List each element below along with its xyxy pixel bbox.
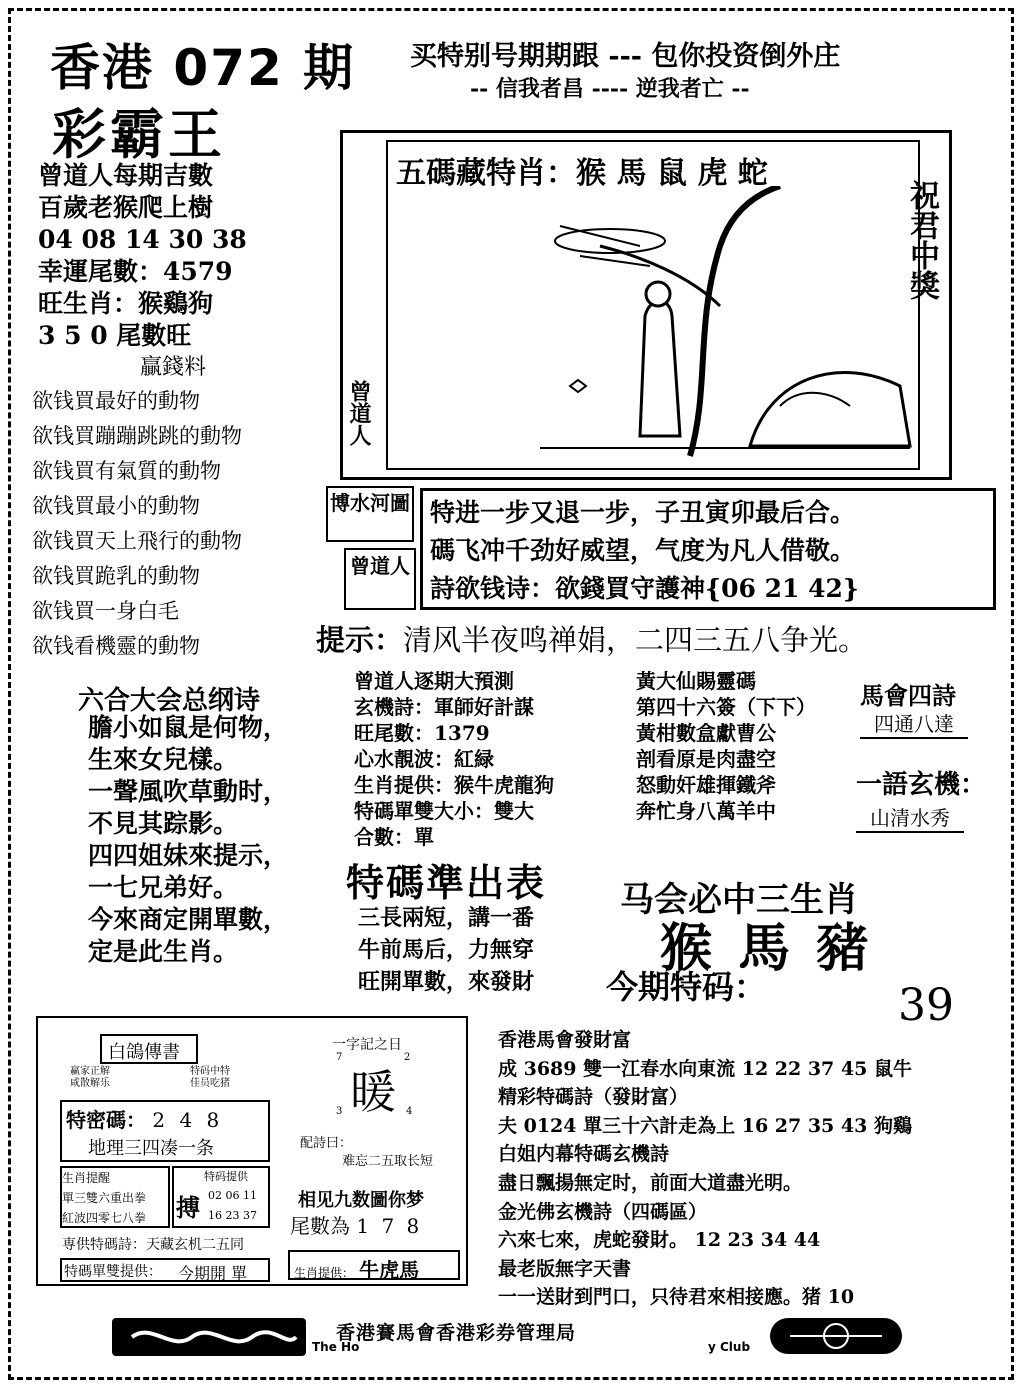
- word-char: 暖: [350, 1065, 396, 1119]
- liuhe-line: 膽小如鼠是何物，: [88, 713, 289, 742]
- liuhe-line: 生來女兒樣。: [88, 745, 239, 774]
- peishi-label: 配詩曰：: [300, 1136, 353, 1151]
- zeng-prediction: [354, 668, 554, 850]
- huang-line: 奔忙身八萬羊中: [636, 799, 776, 823]
- slogan: 买特别号期期跟 --- 包你投资倒外庄: [410, 41, 841, 72]
- riddle-item: 欲钱買有氣質的動物: [32, 459, 221, 483]
- zodiac-remind-line: 生肖提醒: [62, 1171, 111, 1185]
- lottery-logo: [770, 1318, 902, 1354]
- tema-title: 特碼準出表: [346, 860, 547, 905]
- riddle-item: 欲钱買蹦蹦跳跳的動物: [32, 424, 242, 448]
- zodiac-offer: [294, 1254, 419, 1283]
- zeng-line: 合數：單: [354, 825, 434, 849]
- riddle-item: 欲钱買跪乳的動物: [32, 564, 200, 588]
- footer-org: 香港賽馬會香港彩券管理局: [336, 1322, 577, 1344]
- pigeon-small-right: 特码中特 佳员吃猪: [190, 1066, 230, 1089]
- zodiac-offer-value: 牛虎馬: [359, 1258, 420, 1282]
- single-value: 今期開 單: [178, 1264, 248, 1283]
- huang-daxian: [636, 668, 816, 824]
- special-label: 特码提供: [204, 1170, 248, 1183]
- tema-line: 三長兩短，講一番: [358, 905, 535, 931]
- poem-offer: 専供特碼詩：天藏玄机二五同: [62, 1237, 244, 1253]
- right-line: 夫 0124 單三十六計走為上 16 27 35 43 狗鷄: [498, 1114, 912, 1137]
- right-text-block: [498, 1026, 912, 1312]
- five-zodiac-title: 五碼藏特肖：猴 馬 鼠 虎 蛇: [396, 156, 768, 191]
- hint-label: 提示：: [316, 623, 404, 657]
- peishi-text: 难忘二五取长短: [342, 1154, 434, 1169]
- tail-line: [290, 1210, 422, 1239]
- word-num: 2: [404, 1052, 411, 1063]
- brand-title: 彩霸王: [52, 102, 226, 166]
- poem-lines: [430, 494, 859, 608]
- must-line1: 马会必中三生肖: [620, 880, 858, 920]
- zodiac-offer-label: 生肖提供：: [294, 1266, 355, 1280]
- hint-text: 清风半夜鸣禅娟，二四三五八争光。: [403, 623, 868, 657]
- subslogan: -- 信我者昌 ---- 逆我者亡 --: [470, 76, 750, 102]
- liuhe-poem: [88, 712, 288, 968]
- right-line: 香港馬會發財富: [498, 1029, 632, 1051]
- tail-label: 尾數為: [290, 1214, 350, 1238]
- footer-eng-left: The Ho: [312, 1340, 360, 1354]
- right-line: 白姐内幕特碼玄機詩: [498, 1143, 670, 1166]
- footer-eng-right: y Club: [708, 1340, 751, 1354]
- riddle-item: 欲钱看機靈的動物: [32, 634, 200, 658]
- zodiac-remind: [62, 1168, 146, 1228]
- word-num: 3: [336, 1106, 343, 1117]
- blessing-vertical: 祝君中獎: [904, 180, 939, 300]
- mahui-value2: 山清水秀: [856, 802, 964, 833]
- must-animals: 猴 馬 豬: [660, 918, 873, 979]
- mahui-title2: 一語玄機：: [856, 770, 987, 800]
- right-line: 金光佛玄機詩（四碼區）: [498, 1200, 708, 1223]
- liuhe-line: 不見其踪影。: [88, 809, 239, 838]
- zeng-line: 生肖提供：猴牛虎龍狗: [354, 773, 554, 797]
- intro-line: 04 08 14 30 38: [38, 225, 247, 254]
- word-title: 一字記之日: [332, 1037, 402, 1053]
- seal-hetu: 博水河圖: [326, 486, 414, 542]
- hkjc-logo: [112, 1318, 306, 1356]
- intro-line: 百歲老猴爬上樹: [38, 193, 214, 222]
- tema-code-value: 2 4 8: [152, 1108, 224, 1132]
- liuhe-line: 四四姐妹來提示，: [88, 841, 289, 870]
- issue-title: 香港 072 期: [50, 39, 356, 97]
- right-line: 六來七來，虎蛇發財。 12 23 34 44: [498, 1229, 821, 1252]
- right-line: 一一送財到門口，只待君來相接應。猪 10: [498, 1286, 855, 1309]
- huang-line: 黃柑數盒獻曹公: [636, 721, 776, 745]
- intro-line: 旺生肖：猴鷄狗: [38, 289, 214, 318]
- special-num-line: 16 23 37: [208, 1209, 257, 1222]
- special-char: 搏: [176, 1193, 200, 1222]
- riddle-item: 欲钱買最好的動物: [32, 389, 200, 413]
- riddle-item: 欲钱買最小的動物: [32, 494, 200, 518]
- zodiac-remind-line: 單三雙六重出拳: [62, 1191, 147, 1205]
- liuhe-line: 一聲風吹草動时，: [88, 777, 289, 806]
- tema-line: 旺開單數，來發財: [358, 969, 535, 995]
- tema-lines: [358, 902, 534, 998]
- poem-line: 詩欲钱诗：欲錢買守護神{06 21 42}: [430, 574, 859, 603]
- liuhe-line: 一七兄弟好。: [88, 873, 239, 902]
- riddle-item: 欲钱買天上飛行的動物: [32, 529, 242, 553]
- riddle-list: [32, 384, 242, 664]
- pigeon-small-left: 赢家正解 咸散解乐: [70, 1066, 110, 1089]
- mahui-title: 馬會四詩: [860, 681, 956, 710]
- huang-line: 黃大仙賜靈碼: [636, 669, 756, 693]
- mahui-value: 四通八達: [860, 708, 968, 739]
- intro-block: [38, 160, 247, 352]
- seal-name: 曾道人: [344, 548, 416, 610]
- tema-code: [66, 1104, 223, 1133]
- single-label: 特碼單雙提供：: [64, 1264, 162, 1280]
- must-number: 39: [898, 980, 954, 1031]
- huang-line: 第四十六簽（下下）: [636, 695, 816, 719]
- huang-line: 剖看原是肉盡空: [636, 747, 776, 771]
- word-num: 4: [406, 1106, 413, 1117]
- poem-line: 碼飞冲千劲好威望，气度为凡人借敬。: [430, 536, 856, 565]
- geo-hint: 地理三四凑一条: [88, 1138, 214, 1159]
- liuhe-title: 六合大会总纲诗: [78, 686, 261, 716]
- special-num-line: 02 06 11: [208, 1189, 257, 1202]
- hint-line: [316, 618, 867, 659]
- intro-line: 曾道人每期吉數: [38, 161, 214, 190]
- riddle-item: 欲钱買一身白毛: [32, 599, 179, 623]
- right-line: 精彩特碼詩（發財富）: [498, 1086, 689, 1109]
- zeng-line: 心水靚波：紅緑: [354, 747, 494, 771]
- liuhe-line: 定是此生肖。: [88, 937, 239, 966]
- poem-line: 特进一步又退一步，子丑寅卯最后合。: [430, 498, 856, 527]
- zodiac-remind-line: 紅波四零七八拳: [62, 1211, 147, 1225]
- right-line: 最老版無字天書: [498, 1257, 632, 1280]
- word-num: 7: [336, 1052, 343, 1063]
- pigeon-title: 白鴿傳書: [108, 1042, 180, 1063]
- right-line: 盡日飄揚無定时，前面大道盡光明。: [498, 1171, 803, 1194]
- intro-line: 幸運尾數：4579: [38, 257, 233, 286]
- right-line: 成 3689 雙一江春水向東流 12 22 37 45 鼠牛: [498, 1057, 912, 1080]
- tail-value: 1 7 8: [356, 1214, 423, 1238]
- tema-code-label: 特密碼：: [66, 1108, 146, 1132]
- scholar-illustration: [520, 186, 920, 466]
- special-nums: [208, 1186, 257, 1226]
- must-line2: 今期特码：: [606, 968, 767, 1006]
- name-vertical: 曾道人: [346, 380, 372, 446]
- jiu-line: 相见九数圖你梦: [298, 1190, 424, 1211]
- intro-line: 3 5 0 尾數旺: [38, 321, 192, 350]
- huang-line: 怒動奸雄揮鐵斧: [636, 773, 776, 797]
- zeng-line: 旺尾數：1379: [354, 721, 490, 745]
- liuhe-line: 今來商定開單數，: [88, 905, 289, 934]
- riddle-header: 贏錢料: [140, 355, 207, 380]
- tema-line: 牛前馬后，力無穿: [358, 937, 535, 963]
- zeng-line: 特碼單雙大小：雙大: [354, 799, 534, 823]
- zeng-line: 玄機詩：軍師好計謀: [354, 695, 534, 719]
- zeng-line: 曾道人逐期大預測: [354, 669, 514, 693]
